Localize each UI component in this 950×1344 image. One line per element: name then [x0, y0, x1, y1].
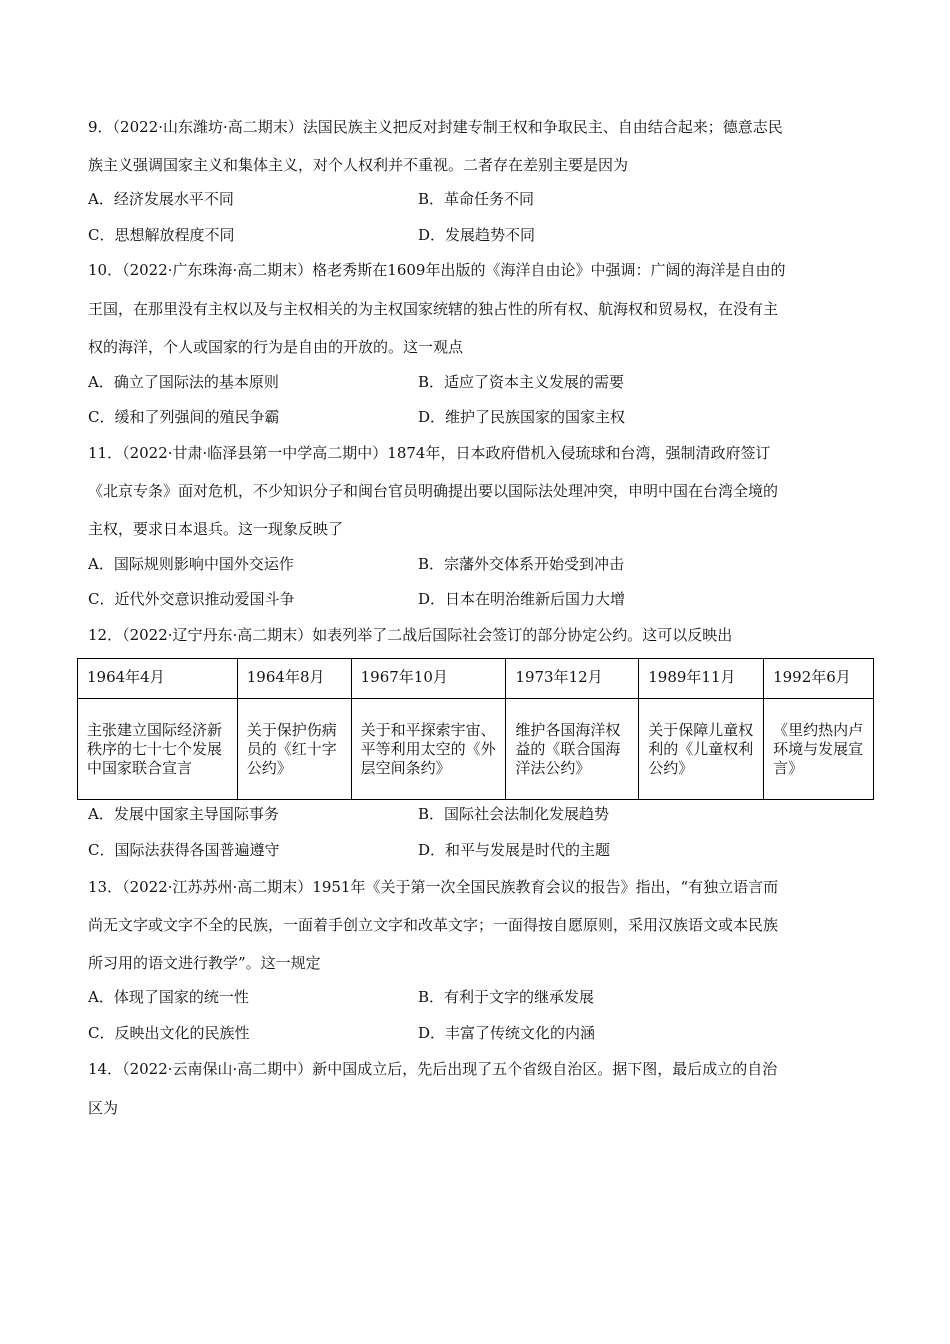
- question-13-line-3: 所习用的语文进行教学”。这一规定: [88, 954, 321, 972]
- question-9-option-c: C．思想解放程度不同: [88, 226, 235, 244]
- question-9-option-a: A．经济发展水平不同: [88, 190, 234, 208]
- question-12-option-b: B．国际社会法制化发展趋势: [418, 805, 610, 823]
- question-11-option-a: A．国际规则影响中国外交运作: [88, 555, 294, 573]
- table-cell-date: 1992年6月: [764, 659, 874, 699]
- question-10-option-c: C．缓和了列强间的殖民争霸: [88, 408, 280, 426]
- table-cell-date: 1964年4月: [78, 659, 238, 699]
- table-cell-content: 《里约热内卢环境与发展宣言》: [764, 699, 874, 800]
- table-header-row: [78, 659, 874, 699]
- question-10-line-1: 10．（2022·广东珠海·高二期末）格老秀斯在1609年出版的《海洋自由论》中强调：广阔的海洋是自由的: [88, 261, 786, 279]
- question-9-option-d: D．发展趋势不同: [418, 226, 536, 244]
- question-9-option-b: B．革命任务不同: [418, 190, 535, 208]
- question-11-option-b: B．宗藩外交体系开始受到冲击: [418, 555, 625, 573]
- question-9-line-2: 族主义强调国家主义和集体主义，对个人权利并不重视。二者存在差别主要是因为: [88, 156, 629, 174]
- agreements-table: [77, 658, 874, 800]
- table-cell-content: 关于和平探索宇宙、平等利用太空的《外层空间条约》: [351, 699, 506, 800]
- question-11-line-1: 11．（2022·甘肃·临泽县第一中学高二期中）1874年，日本政府借机入侵琉球和台湾，强制清政府签订: [88, 444, 771, 462]
- question-10-option-d: D．维护了民族国家的国家主权: [418, 408, 626, 426]
- question-10-line-3: 权的海洋，个人或国家的行为是自由的开放的。这一观点: [88, 338, 464, 356]
- question-13-option-c: C．反映出文化的民族性: [88, 1024, 250, 1042]
- table-content-row: [78, 699, 874, 800]
- question-12-option-a: A．发展中国家主导国际事务: [88, 805, 279, 823]
- question-13-option-b: B．有利于文字的继承发展: [418, 988, 595, 1006]
- table-cell-content: 关于保护伤病员的《红十字公约》: [237, 699, 351, 800]
- question-14-line-2: 区为: [88, 1099, 119, 1117]
- table-cell-date: 1973年12月: [506, 659, 639, 699]
- question-10-line-2: 王国，在那里没有主权以及与主权相关的为主权国家统辖的独占性的所有权、航海权和贸易权，在没有主: [88, 300, 779, 318]
- question-13-option-a: A．体现了国家的统一性: [88, 988, 249, 1006]
- table-cell-content: 维护各国海洋权益的《联合国海洋法公约》: [506, 699, 639, 800]
- question-11-option-c: C．近代外交意识推动爱国斗争: [88, 590, 295, 608]
- question-12-option-d: D．和平与发展是时代的主题: [418, 841, 611, 859]
- table-cell-content: 关于保障儿童权利的《儿童权利公约》: [639, 699, 764, 800]
- question-11-option-d: D．日本在明治维新后国力大增: [418, 590, 626, 608]
- question-12-option-c: C．国际法获得各国普遍遵守: [88, 841, 280, 859]
- table-cell-date: 1967年10月: [351, 659, 506, 699]
- question-9-line-1: 9．（2022·山东潍坊·高二期末）法国民族主义把反对封建专制王权和争取民主、自由结合起来；德意志民: [88, 118, 783, 136]
- question-11-line-3: 主权，要求日本退兵。这一现象反映了: [88, 520, 344, 538]
- table-cell-content: 主张建立国际经济新秩序的七十七个发展中国家联合宣言: [78, 699, 238, 800]
- question-11-line-2: 《北京专条》面对危机，不少知识分子和闽台官员明确提出要以国际法处理冲突，申明中国在台湾全境的: [88, 482, 779, 500]
- question-14-line-1: 14．（2022·云南保山·高二期中）新中国成立后，先后出现了五个省级自治区。据下图，最后成立的自治: [88, 1060, 778, 1078]
- table-cell-date: 1964年8月: [237, 659, 351, 699]
- question-13-option-d: D．丰富了传统文化的内涵: [418, 1024, 596, 1042]
- question-10-option-b: B．适应了资本主义发展的需要: [418, 373, 625, 391]
- question-13-line-2: 尚无文字或文字不全的民族，一面着手创立文字和改革文字；一面得按自愿原则，采用汉族语文或本民族: [88, 916, 779, 934]
- question-13-line-1: 13．（2022·江苏苏州·高二期末）1951年《关于第一次全国民族教育会议的报告》指出，“有独立语言而: [88, 878, 779, 896]
- question-12-line-1: 12．（2022·辽宁丹东·高二期末）如表列举了二战后国际社会签订的部分协定公约。这可以反映出: [88, 626, 733, 644]
- question-10-option-a: A．确立了国际法的基本原则: [88, 373, 279, 391]
- table-cell-date: 1989年11月: [639, 659, 764, 699]
